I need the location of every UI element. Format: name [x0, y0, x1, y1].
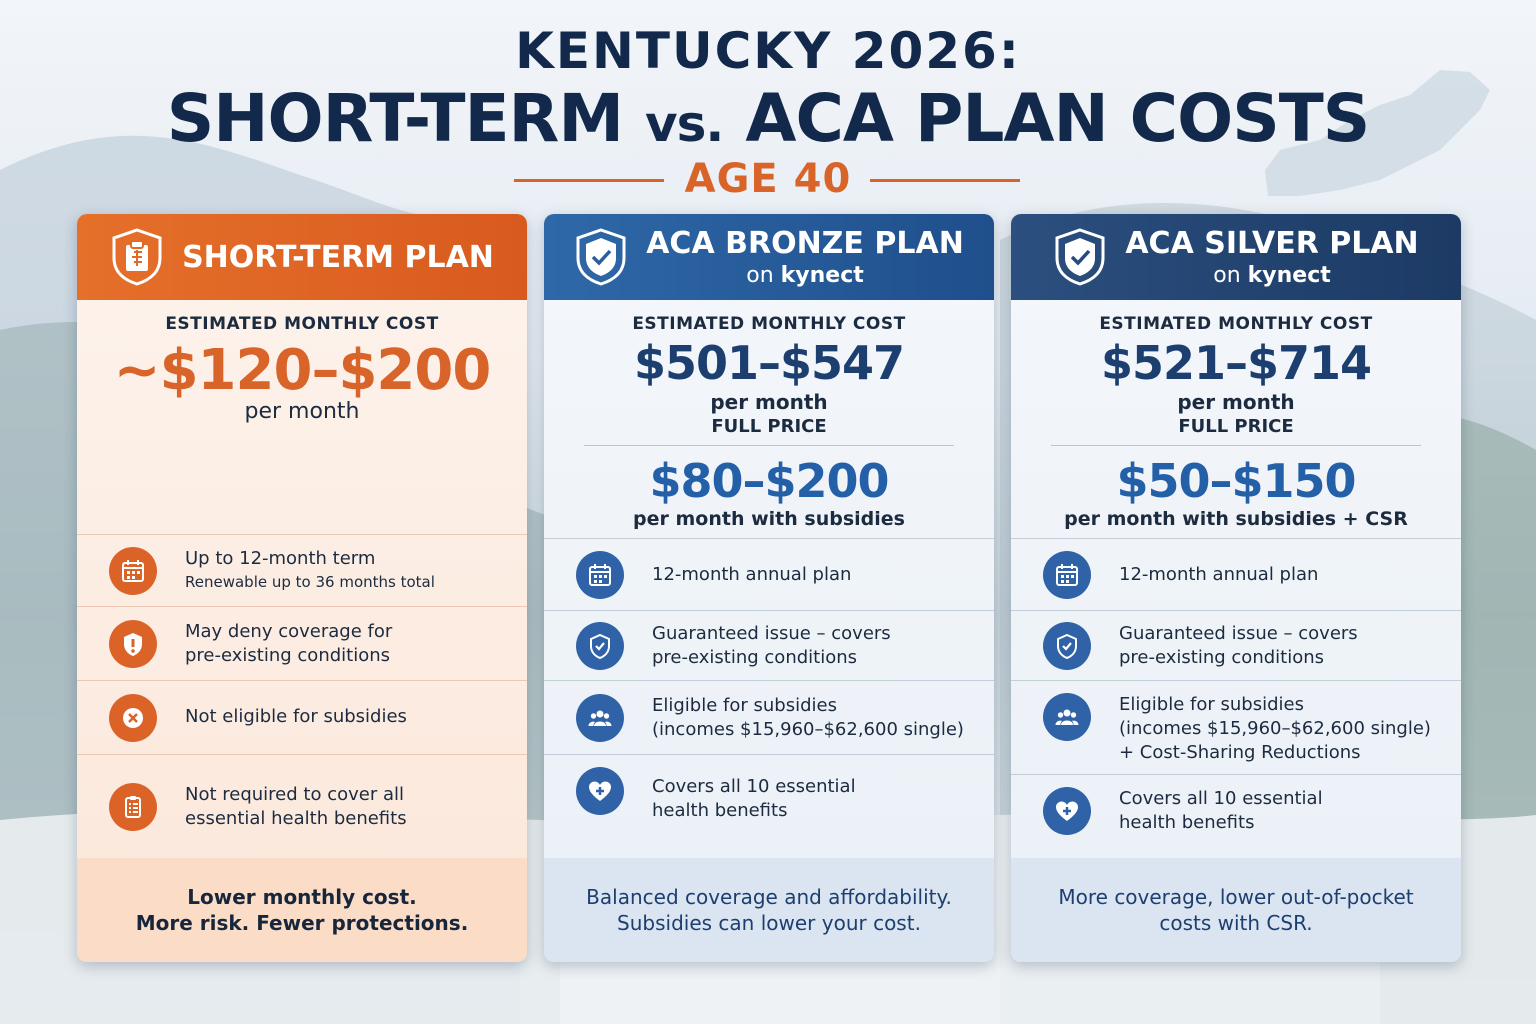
feature-term [544, 538, 994, 610]
feature-text: Not required to cover all [185, 784, 404, 805]
card-footer [1011, 858, 1461, 962]
shield-check-icon [574, 228, 628, 286]
people-icon [1043, 693, 1091, 741]
title-part-aca: ACA PLAN COSTS [723, 80, 1370, 157]
feature-term [1011, 538, 1461, 610]
subtitle-rule-right [870, 179, 1020, 182]
footer-line-2: Subsidies can lower your cost. [617, 911, 921, 935]
feature-guaranteed [544, 610, 994, 680]
shield-check-icon [1043, 622, 1091, 670]
title-part-shortterm: SHORT-TERM [166, 80, 646, 157]
subsidized-price-range: $50–$150 [1116, 454, 1356, 508]
shield-alert-icon [109, 620, 157, 668]
price-block [544, 314, 994, 530]
card-header [77, 214, 527, 300]
estimated-label: ESTIMATED MONTHLY COST [632, 314, 906, 334]
page-subtitle: AGE 40 [684, 156, 852, 202]
price-unit: per month [710, 390, 828, 414]
feature-ehb [1011, 774, 1461, 858]
estimated-label: ESTIMATED MONTHLY COST [165, 314, 439, 334]
feature-text: Guaranteed issue – covers [1119, 623, 1358, 644]
footer-line: Lower monthly cost. [187, 885, 417, 909]
feature-text: Covers all 10 essential [1119, 788, 1323, 809]
kynect-brand: kynect [780, 263, 864, 288]
feature-text: Covers all 10 essential [652, 776, 856, 797]
feature-guaranteed [1011, 610, 1461, 680]
calendar-icon [109, 547, 157, 595]
page-title-line2 [0, 80, 1536, 157]
feature-text-2: (incomes $15,960–$62,600 single) [652, 719, 964, 740]
feature-subsidies [544, 680, 994, 754]
clipboard-icon [110, 228, 164, 286]
footer-line: More coverage, lower out-of-pocket [1058, 885, 1414, 909]
feature-text-2: (incomes $15,960–$62,600 single) [1119, 718, 1431, 739]
shield-check-icon [576, 622, 624, 670]
card-title: ACA BRONZE PLAN [646, 226, 964, 261]
subsidized-price-unit: per month with subsidies + CSR [1064, 508, 1408, 530]
price-range: $501–$547 [633, 336, 905, 390]
price-unit: per month [1177, 390, 1295, 414]
price-block [1011, 314, 1461, 530]
subsidized-price-unit: per month with subsidies [633, 508, 905, 530]
title-vs: vs. [645, 95, 724, 153]
price-range: $521–$714 [1100, 336, 1372, 390]
card-title: ACA SILVER PLAN [1125, 226, 1419, 261]
feature-text: 12-month annual plan [1119, 564, 1319, 585]
card-aca-silver [1011, 214, 1461, 962]
page-title-line1: KENTUCKY 2026: [515, 22, 1021, 80]
card-header [1011, 214, 1461, 300]
full-price-label: FULL PRICE [711, 416, 827, 437]
feature-text: 12-month annual plan [652, 564, 852, 585]
feature-text-2: pre-existing conditions [652, 647, 858, 668]
feature-text-2: pre-existing conditions [1119, 647, 1325, 668]
card-subtitle-prefix: on [746, 263, 781, 288]
feature-text: Up to 12-month term [185, 548, 376, 569]
feature-text-2: health benefits [652, 800, 788, 821]
price-unit: per month [244, 399, 360, 424]
heart-plus-icon [1043, 787, 1091, 835]
feature-text: Not eligible for subsidies [185, 706, 407, 727]
full-price-label: FULL PRICE [1178, 416, 1294, 437]
shield-check-icon [1053, 228, 1107, 286]
footer-line-2: costs with CSR. [1159, 911, 1313, 935]
page-header [0, 0, 1536, 210]
feature-subsidies [77, 680, 527, 754]
calendar-icon [1043, 551, 1091, 599]
people-icon [576, 694, 624, 742]
price-range: ~$120–$200 [113, 338, 491, 403]
estimated-label: ESTIMATED MONTHLY COST [1099, 314, 1373, 334]
feature-text: Eligible for subsidies [652, 695, 837, 716]
footer-line-2: More risk. Fewer protections. [135, 911, 469, 935]
card-aca-bronze [544, 214, 994, 962]
calendar-icon [576, 551, 624, 599]
price-block [77, 314, 527, 424]
feature-text: May deny coverage for [185, 621, 393, 642]
card-footer [544, 858, 994, 962]
footer-line: Balanced coverage and affordability. [586, 885, 952, 909]
card-title: SHORT-TERM PLAN [182, 239, 494, 275]
subtitle-row [0, 156, 1536, 206]
card-short-term [77, 214, 527, 962]
feature-text-2: essential health benefits [185, 808, 407, 829]
card-header [544, 214, 994, 300]
card-footer [77, 858, 527, 962]
feature-ehb [544, 754, 994, 858]
feature-text: Eligible for subsidies [1119, 694, 1304, 715]
feature-text: Guaranteed issue – covers [652, 623, 891, 644]
feature-subtext: Renewable up to 36 months total [185, 573, 435, 591]
subsidized-price-range: $80–$200 [649, 454, 889, 508]
feature-preexisting [77, 606, 527, 680]
divider [584, 445, 954, 446]
card-subtitle-prefix: on [1213, 263, 1248, 288]
feature-text-2: pre-existing conditions [185, 645, 391, 666]
feature-term [77, 534, 527, 606]
x-circle-icon [109, 694, 157, 742]
kynect-brand: kynect [1247, 263, 1331, 288]
feature-subsidies [1011, 680, 1461, 774]
feature-text-3: + Cost-Sharing Reductions [1119, 742, 1361, 763]
checklist-icon [109, 783, 157, 831]
divider [1051, 445, 1421, 446]
heart-plus-icon [576, 767, 624, 815]
feature-ehb [77, 754, 527, 858]
feature-text-2: health benefits [1119, 812, 1255, 833]
